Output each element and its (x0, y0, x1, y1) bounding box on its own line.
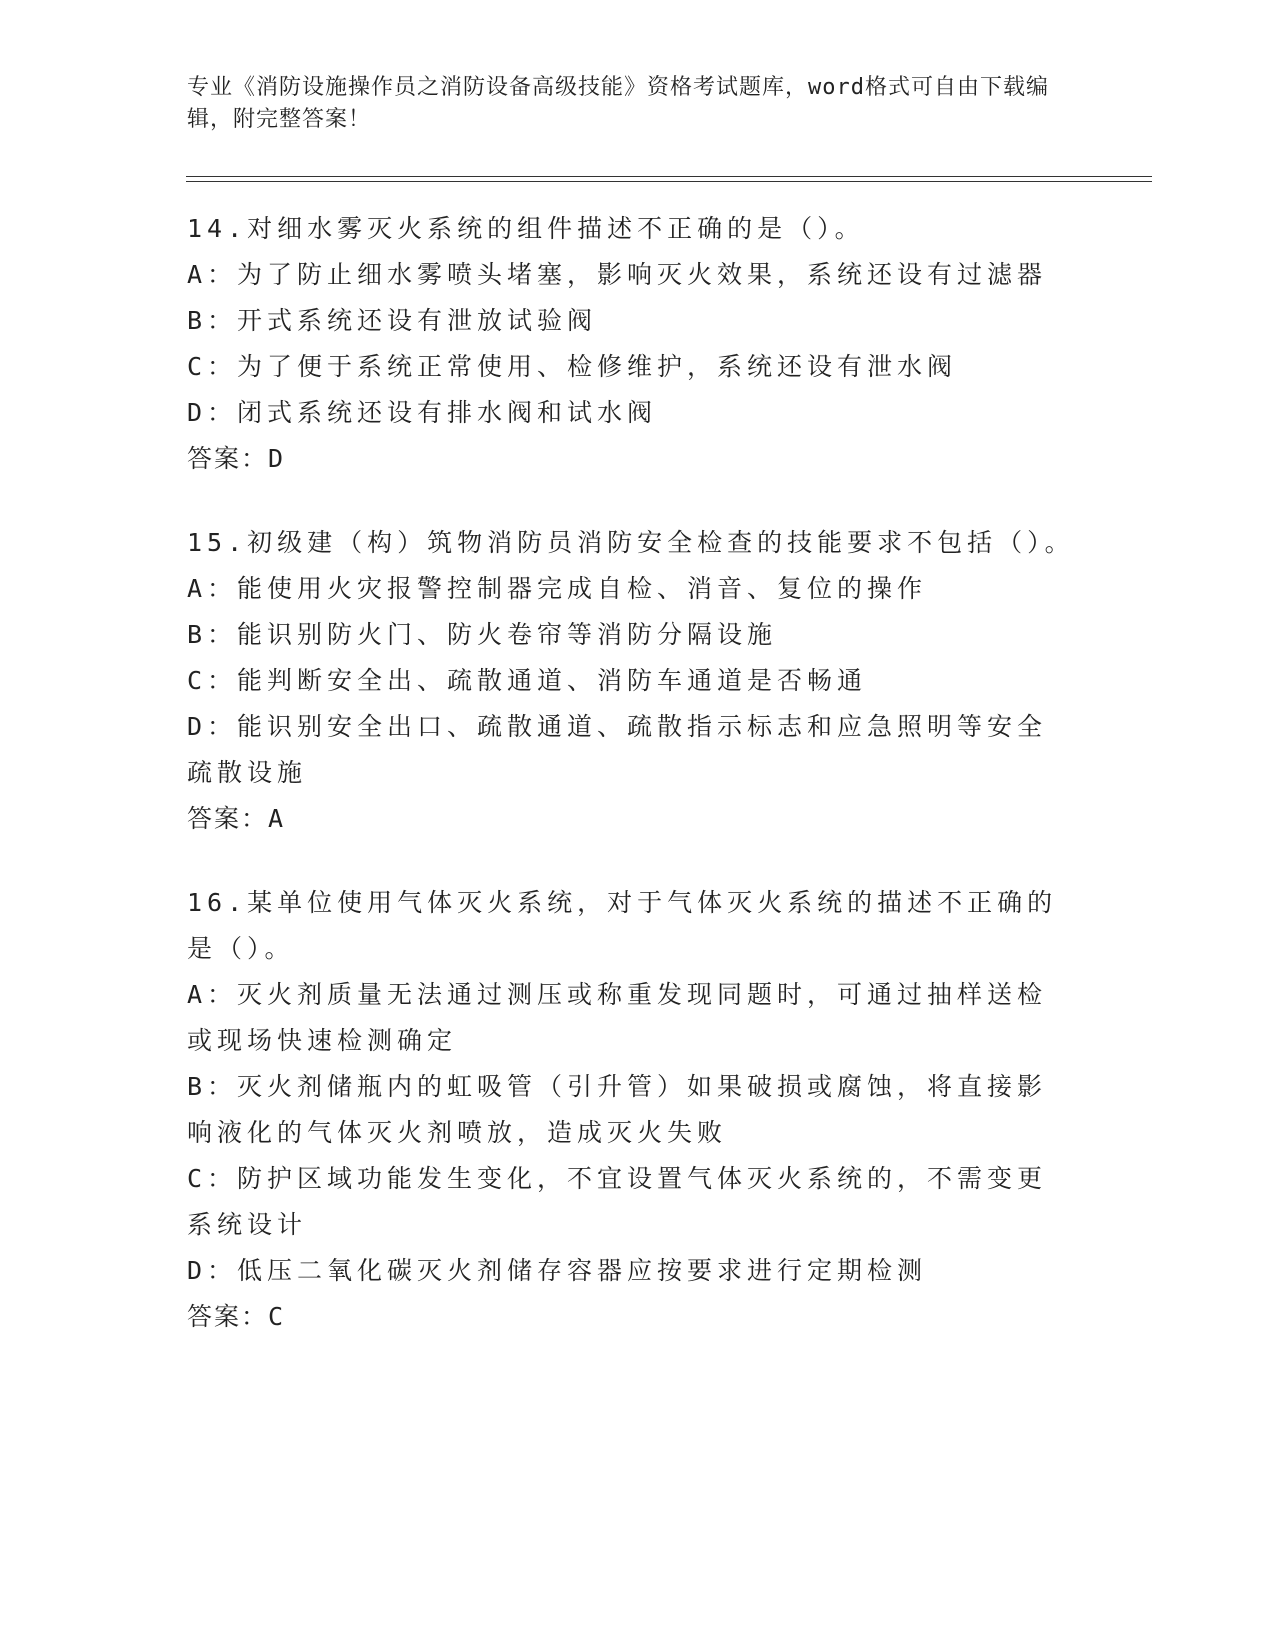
option-c: C：防护区域功能发生变化，不宜设置气体灭火系统的，不需变更系统设计 (187, 1164, 1048, 1239)
option-a: A：为了防止细水雾喷头堵塞，影响灭火效果，系统还设有过滤器 (187, 260, 1048, 289)
question-stem: 16.某单位使用气体灭火系统，对于气体灭火系统的描述不正确的是（）。 (187, 888, 1058, 963)
option-c: C：能判断安全出、疏散通道、消防车通道是否畅通 (187, 666, 868, 695)
option-c: C：为了便于系统正常使用、检修维护，系统还设有泄水阀 (187, 352, 958, 381)
question-stem: 14.对细水雾灭火系统的组件描述不正确的是（）。 (187, 214, 865, 243)
question-15 (187, 520, 1077, 842)
question-list (187, 206, 1077, 1340)
answer: 答案：C (187, 1302, 286, 1331)
answer: 答案：D (187, 444, 286, 473)
option-d: D：闭式系统还设有排水阀和试水阀 (187, 398, 658, 427)
header-divider-bottom (186, 181, 1152, 182)
option-b: B：能识别防火门、防火卷帘等消防分隔设施 (187, 620, 778, 649)
document-header (187, 72, 1067, 136)
option-b: B：开式系统还设有泄放试验阀 (187, 306, 598, 335)
question-stem: 15.初级建（构）筑物消防员消防安全检查的技能要求不包括（）。 (187, 528, 1075, 557)
option-a: A：能使用火灾报警控制器完成自检、消音、复位的操作 (187, 574, 928, 603)
question-14 (187, 206, 1077, 482)
header-text: 专业《消防设施操作员之消防设备高级技能》资格考试题库，word格式可自由下载编辑，附完整答案！ (187, 75, 1049, 132)
option-a: A：灭火剂质量无法通过测压或称重发现同题时，可通过抽样送检或现场快速检测确定 (187, 980, 1048, 1055)
option-b: B：灭火剂储瓶内的虹吸管（引升管）如果破损或腐蚀，将直接影响液化的气体灭火剂喷放，造成灭火失败 (187, 1072, 1048, 1147)
question-16 (187, 880, 1077, 1340)
option-d: D：低压二氧化碳灭火剂储存容器应按要求进行定期检测 (187, 1256, 928, 1285)
option-d: D：能识别安全出口、疏散通道、疏散指示标志和应急照明等安全疏散设施 (187, 712, 1048, 787)
answer: 答案：A (187, 804, 286, 833)
header-divider-top (186, 176, 1152, 177)
